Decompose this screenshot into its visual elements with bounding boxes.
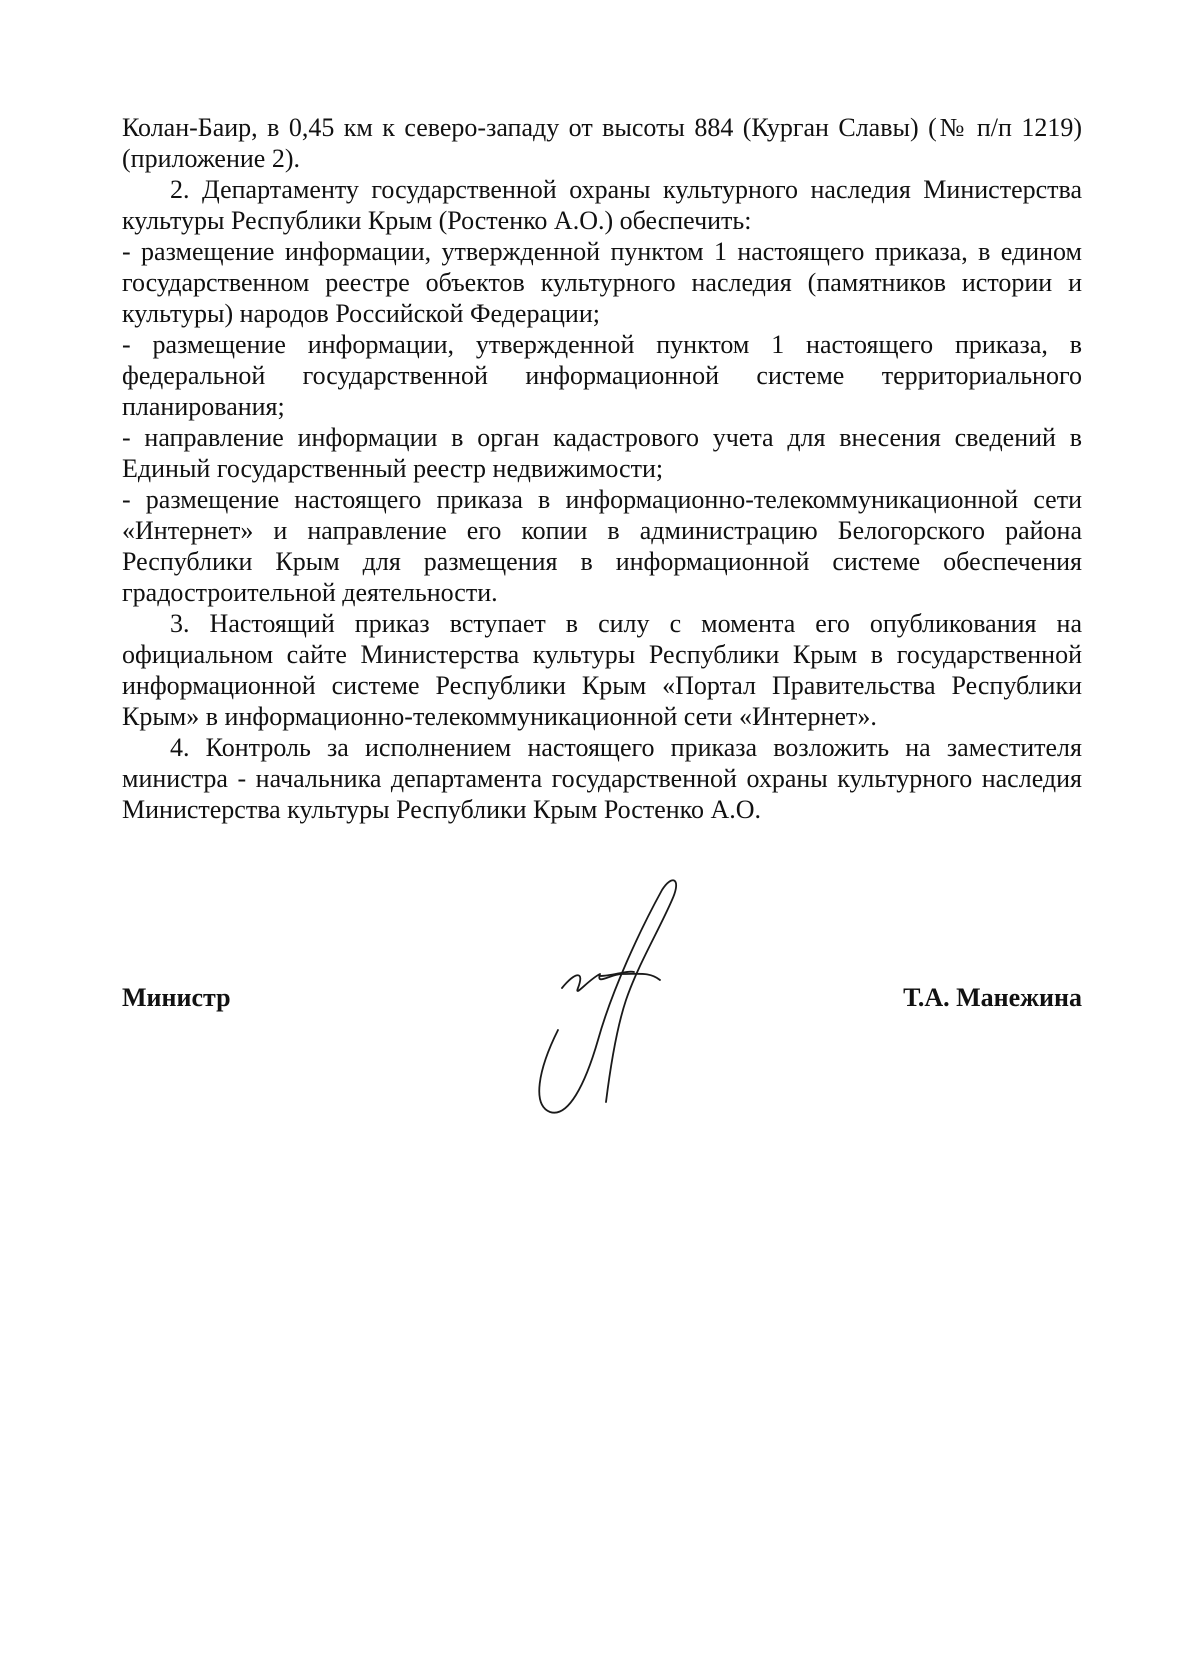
paragraph-bullet-registry: - размещение информации, утвержденной пунктом 1 настоящего приказа, в едином государственном реестре объектов культурного наследия (памятников истории и культуры) народов Российской Федерации;: [122, 237, 1082, 328]
signatory-title: Министр: [122, 983, 231, 1012]
signatory-name: Т.А. Манежина: [903, 983, 1082, 1012]
document-body: [122, 112, 1082, 825]
paragraph-bullet-internet: - размещение настоящего приказа в информационно-телекоммуникационной сети «Интернет» и направление его копии в администрацию Белогорского района Республики Крым для размещения в информационной системе обеспечения градостроительной деятельности.: [122, 485, 1082, 607]
paragraph-continuation: Колан-Баир, в 0,45 км к северо-западу от высоты 884 (Курган Славы) (№ п/п 1219) (приложение 2).: [122, 113, 1082, 173]
paragraph-item-4: 4. Контроль за исполнением настоящего приказа возложить на заместителя министра - начальника департамента государственной охраны культурного наследия Министерства культуры Республики Крым Ростенко А.О.: [122, 733, 1082, 824]
paragraph-item-2: 2. Департаменту государственной охраны культурного наследия Министерства культуры Республики Крым (Ростенко А.О.) обеспечить:: [122, 175, 1082, 235]
paragraph-bullet-territorial-planning: - размещение информации, утвержденной пунктом 1 настоящего приказа, в федеральной государственной информационной системе территориального планирования;: [122, 330, 1082, 421]
handwritten-signature: [530, 870, 720, 1120]
paragraph-bullet-cadastral: - направление информации в орган кадастрового учета для внесения сведений в Единый государственный реестр недвижимости;: [122, 423, 1082, 483]
paragraph-item-3: 3. Настоящий приказ вступает в силу с момента его опубликования на официальном сайте Министерства культуры Республики Крым в государственной информационной системе Республики Крым «Портал Правительства Республики Крым» в информационно-телекоммуникационной сети «Интернет».: [122, 609, 1082, 731]
